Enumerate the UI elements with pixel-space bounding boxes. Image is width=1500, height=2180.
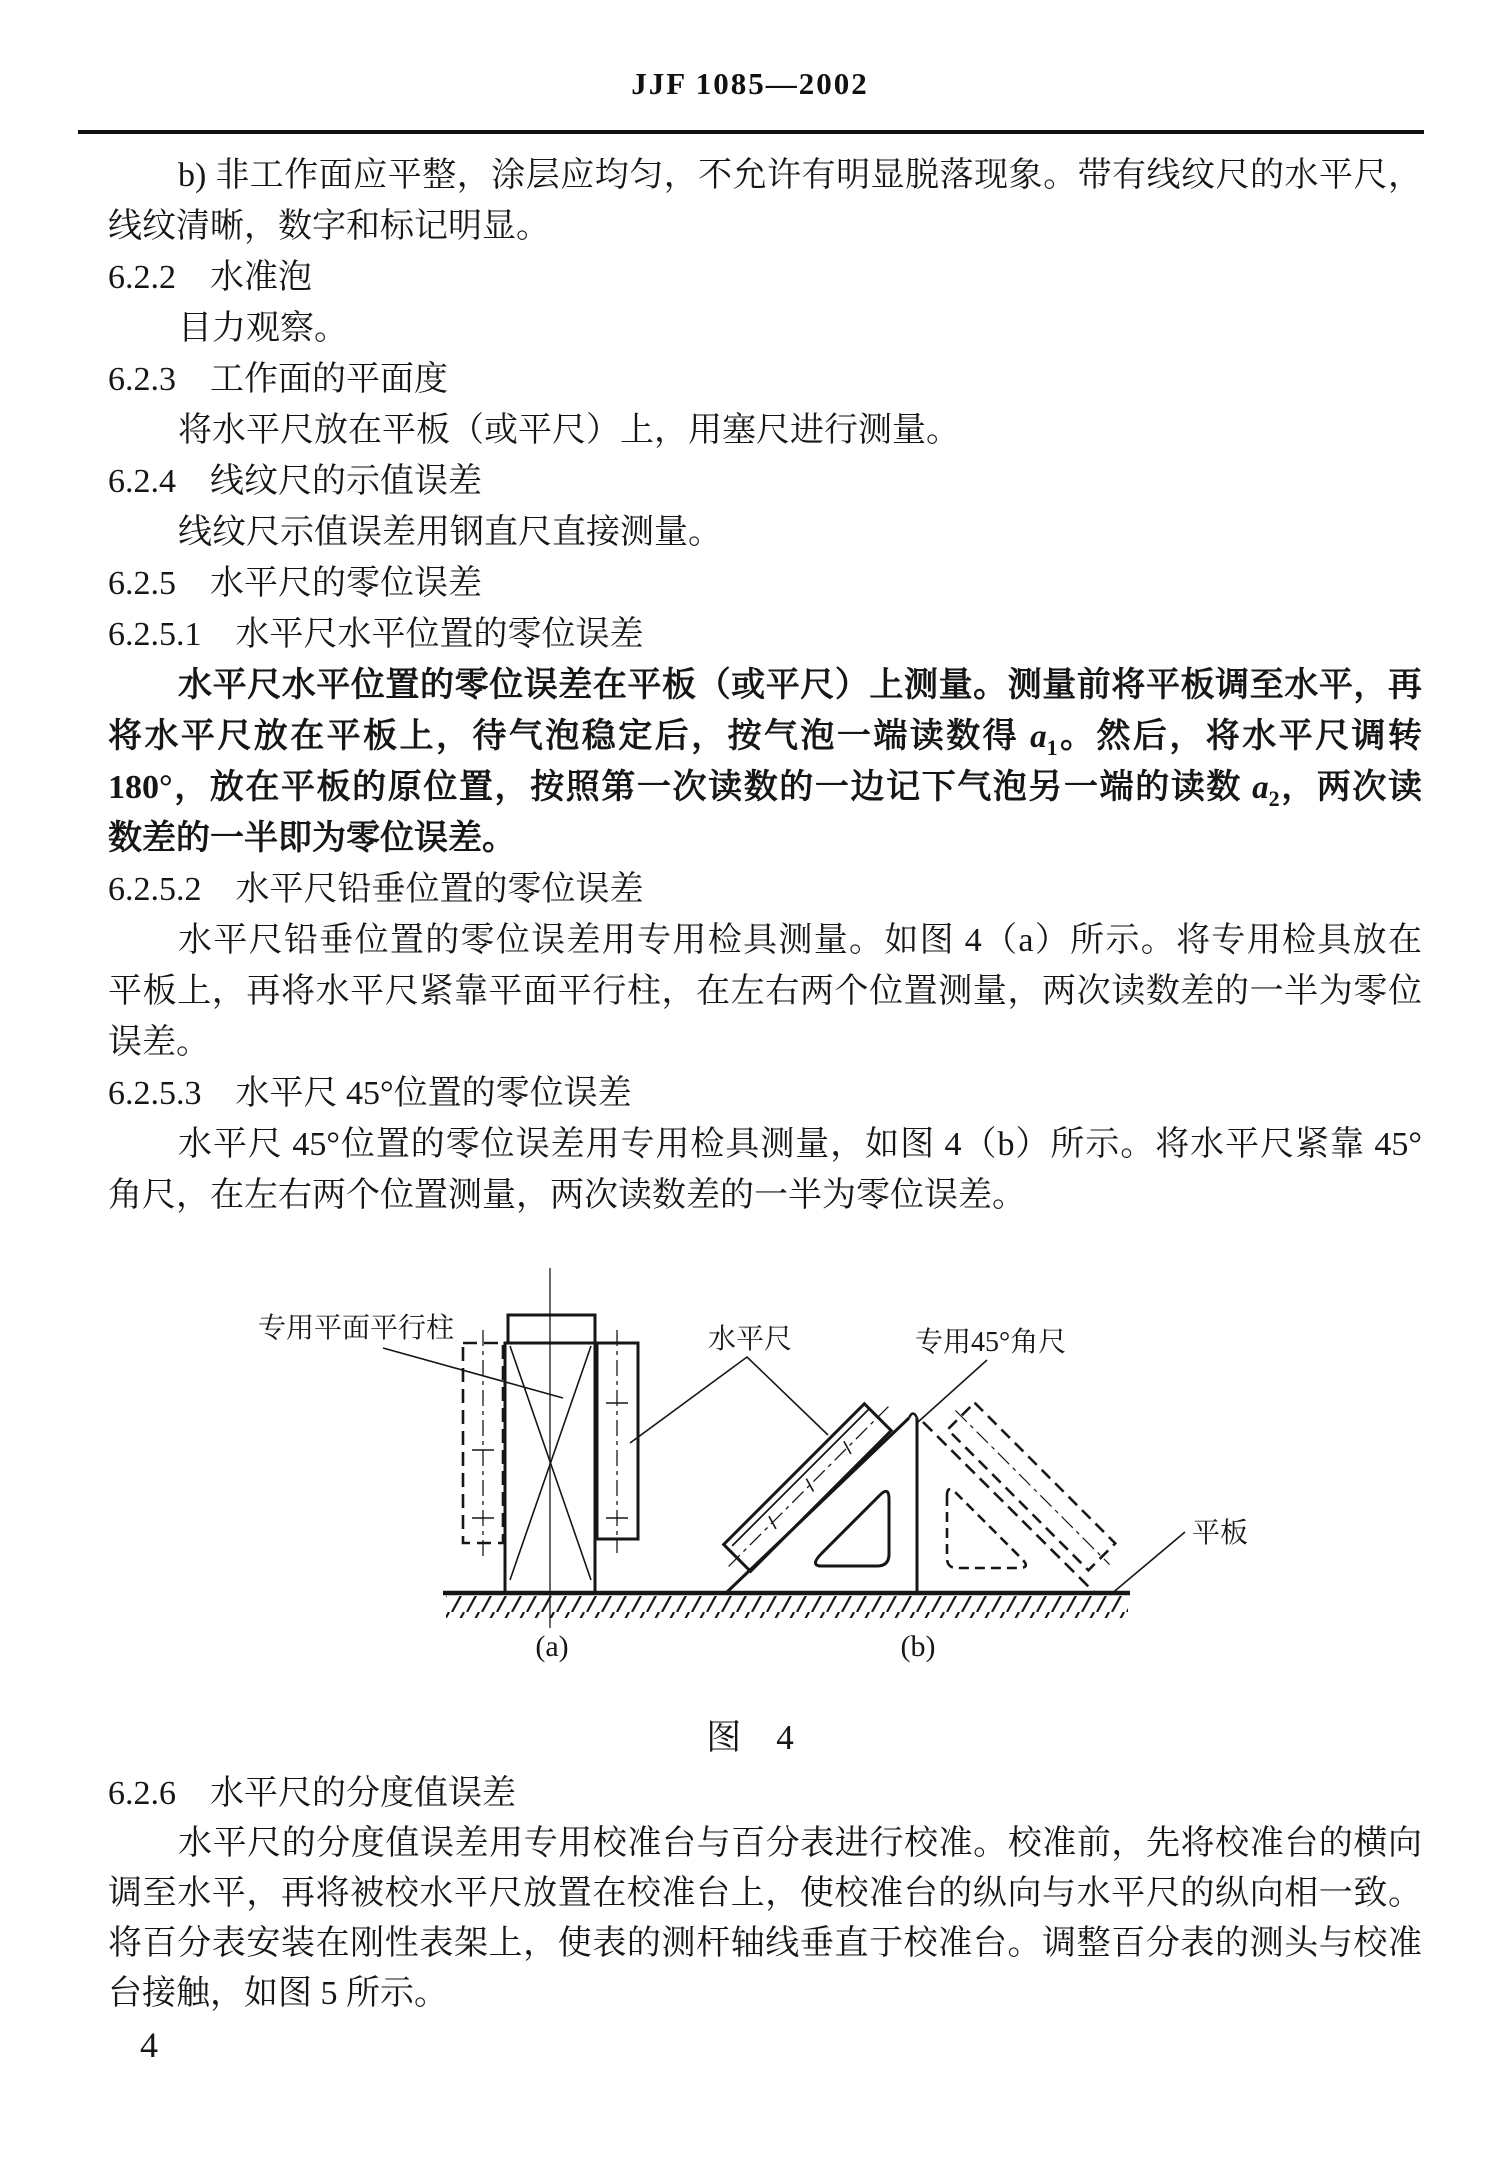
header-rule bbox=[78, 130, 1424, 134]
text-line: 线纹尺示值误差用钢直尺直接测量。 bbox=[178, 514, 722, 551]
text-line: 数差的一半即为零位误差。 bbox=[108, 820, 516, 857]
section-heading: 6.2.5.2 水平尺铅垂位置的零位误差 bbox=[108, 871, 644, 908]
section-heading: 6.2.5 水平尺的零位误差 bbox=[108, 565, 482, 602]
text-line: 目力观察。 bbox=[178, 310, 348, 347]
text-line: 水平尺水平位置的零位误差在平板（或平尺）上测量。测量前将平板调至水平，再 bbox=[178, 667, 1422, 704]
page-number: 4 bbox=[140, 2025, 158, 2065]
level-dashed-on-square bbox=[942, 1397, 1123, 1578]
body-text-block bbox=[108, 150, 1422, 1221]
figure-4-diagram bbox=[0, 1260, 1500, 1680]
section-heading: 6.2.3 工作面的平面度 bbox=[108, 361, 448, 398]
text-line: 180°，放在平板的原位置，按照第一次读数的一边记下气泡另一端的读数 $a_2$，两次读 bbox=[108, 769, 1422, 811]
text-line: 将百分表安装在刚性表架上，使表的测杆轴线垂直于校准台。调整百分表的测头与校准 bbox=[108, 1925, 1422, 1962]
text-line: 台接触，如图 5 所示。 bbox=[108, 1975, 448, 2012]
square-dashed-cutout bbox=[947, 1489, 1026, 1568]
body-text-block bbox=[108, 1769, 1422, 2019]
text-line: 线纹清晰，数字和标记明显。 bbox=[108, 208, 550, 245]
text-line: 将水平尺放在平板（或平尺）上，用塞尺进行测量。 bbox=[178, 412, 960, 449]
variable-a1: $a_1$ bbox=[1030, 719, 1058, 760]
ground-hatching bbox=[446, 1596, 1128, 1618]
leader-level bbox=[630, 1357, 828, 1443]
page-header-title: JJF 1085—2002 bbox=[631, 66, 869, 101]
variable-a2: $a_2$ bbox=[1252, 770, 1280, 811]
section-heading: 6.2.4 线纹尺的示值误差 bbox=[108, 463, 482, 500]
leader-parallel-column bbox=[383, 1348, 563, 1398]
section-heading: 6.2.2 水准泡 bbox=[108, 259, 312, 296]
section-heading: 6.2.6 水平尺的分度值误差 bbox=[108, 1775, 516, 1812]
text-line: 误差。 bbox=[108, 1024, 210, 1061]
text-line: 将水平尺放在平板上，待气泡稳定后，按气泡一端读数得 $a_1$。然后，将水平尺调转 bbox=[108, 718, 1422, 760]
figure-caption: 图 4 bbox=[706, 1718, 794, 1757]
level-axis bbox=[729, 1407, 889, 1567]
figure-a-parallel-column-setup bbox=[463, 1268, 638, 1628]
label-parallel-column: 专用平面平行柱 bbox=[258, 1313, 455, 1344]
level-axis bbox=[955, 1410, 1109, 1564]
label-level: 水平尺 bbox=[707, 1324, 793, 1355]
section-heading: 6.2.5.3 水平尺 45°位置的零位误差 bbox=[108, 1075, 632, 1112]
text-line: 角尺，在左右两个位置测量，两次读数差的一半为零位误差。 bbox=[108, 1177, 1026, 1214]
leader-45-square bbox=[918, 1360, 987, 1422]
column-cap bbox=[508, 1315, 595, 1343]
technical-drawing bbox=[0, 1260, 1500, 1680]
text-line: 水平尺的分度值误差用专用校准台与百分表进行校准。校准前，先将校准台的横向 bbox=[178, 1825, 1422, 1862]
text-line: 调至水平，再将被校水平尺放置在校准台上，使校准台的纵向与水平尺的纵向相一致。 bbox=[108, 1875, 1422, 1912]
text-line: 平板上，再将水平尺紧靠平面平行柱，在左右两个位置测量，两次读数差的一半为零位 bbox=[108, 973, 1422, 1010]
label-plate: 平板 bbox=[1192, 1518, 1249, 1549]
text-line: b) 非工作面应平整，涂层应均匀，不允许有明显脱落现象。带有线纹尺的水平尺， bbox=[178, 157, 1422, 194]
section-heading: 6.2.5.1 水平尺水平位置的零位误差 bbox=[108, 616, 644, 653]
label-45-square: 专用45°角尺 bbox=[915, 1327, 1067, 1358]
text-line: 水平尺 45°位置的零位误差用专用检具测量，如图 4（b）所示。将水平尺紧靠 45° bbox=[178, 1126, 1422, 1163]
subfigure-a-label: (a) bbox=[535, 1630, 569, 1663]
subfigure-b-label: (b) bbox=[900, 1630, 936, 1663]
level-on-square bbox=[715, 1393, 902, 1580]
square-apex bbox=[909, 1414, 917, 1419]
figure-b-45-square-setup bbox=[715, 1393, 1123, 1593]
square-cutout bbox=[815, 1491, 889, 1566]
leader-plate bbox=[1110, 1532, 1185, 1595]
text-line: 水平尺铅垂位置的零位误差用专用检具测量。如图 4（a）所示。将专用检具放在 bbox=[178, 922, 1422, 959]
